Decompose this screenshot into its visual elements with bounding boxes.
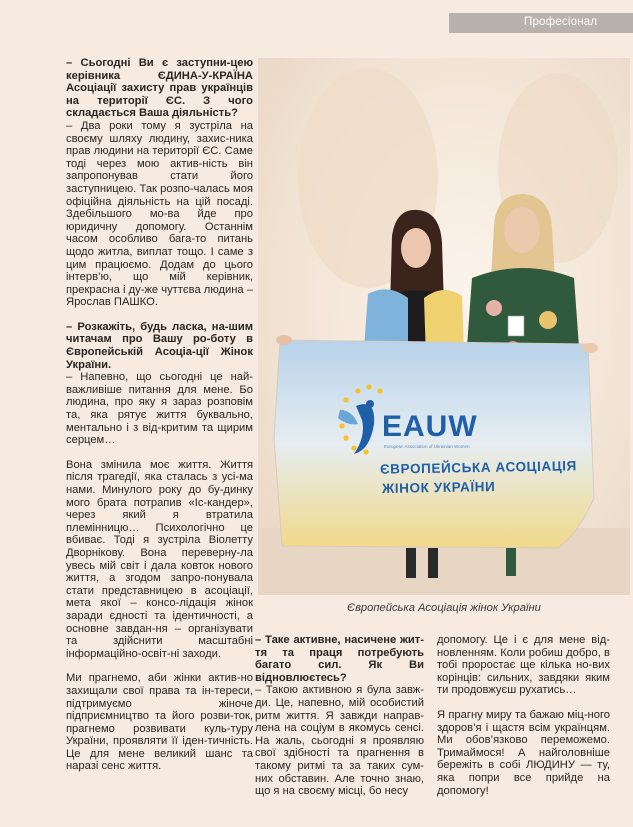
paragraph-goals: Ми прагнемо, аби жінки актив-но захищали свої права та ін-тереси, підтримуємо жіноче підприємництво та його розви-ток, прагнемо розвивати куль-туру України, проявляти її іден-тичність. Це для мене великий шанс та наразі сенс життя. xyxy=(66,672,253,773)
flag-title-line1: ЄВРОПЕЙСЬКА АСОЦІАЦІЯ xyxy=(379,458,578,477)
answer-2: – Напевно, що сьогодні це най-важливіше питання для мене. Бо людина, про яку я зараз розповім та, яка рятує життя буквально, ментально і з від-критим та щирим серцем… xyxy=(66,371,253,447)
photo-illustration xyxy=(258,58,630,595)
flag-logo-subtitle: European Association of Ukrainian Women xyxy=(384,444,470,449)
flag-logo-text: EAUW xyxy=(382,410,478,443)
paragraph-recovery: допомогу. Це і є для мене від-новленням. Коли робиш добро, в тобі проростає ще кілька но-вих корінців: сильних, завдяки яким ти продовжуєш рухатись… xyxy=(437,634,610,697)
article-photo xyxy=(258,58,630,595)
article-column-left xyxy=(66,57,253,773)
question-3: – Таке активне, насичене жит-тя та праця потребують багато сил. Як Ви відновлюєтесь? xyxy=(255,634,424,684)
eauw-flag xyxy=(274,335,598,578)
photo-caption: Європейська Асоціація жінок України xyxy=(347,602,541,614)
paragraph-story: Вона змінила моє життя. Життя після трагедії, яка сталась з усі-ма нами. Минулого року до бу-динку мого брата потрапив «Іс-кандер», через який я втратила племінницю… Психологічно це вбиває. Тоді я зустріла Віолетту Дворнікову. Вона переверну-ла увесь мій світ і дала ковток нового життя, а згодом запро-понувала стати представницею в асоціації, мета якої – консо-лідація жінок заради єдності та ідентичності, а основне завдан-ня – організувати та здійснити масштабні інформаційно-освіт-ні заходи. xyxy=(66,458,253,660)
flag-title-line2: ЖІНОК УКРАЇНИ xyxy=(381,479,496,496)
section-header-tag: Професіонал xyxy=(449,13,633,33)
question-1: – Сьогодні Ви є заступни-цею керівника ЄДИНА-У-КРАЇНА Асоціації захисту прав українців на території ЄС. З чого складається Ваша діяльність? xyxy=(66,57,253,120)
question-2: – Розкажіть, будь ласка, на-шим читачам про Вашу ро-боту в Європейській Асоціа-ції Жінок України. xyxy=(66,320,253,371)
answer-3: – Такою активною я була завж-ди. Це, напевно, мій особистий ритм життя. Я завжди направ-лена на соціум в якомусь сенсі. На жаль, сьогодні я проявляю свої здібності та прагнення в такому ритмі та за таких сум-них обставин. Але точно знаю, що я на своєму місці, бо несу xyxy=(255,684,424,798)
paragraph-closing: Я прагну миру та бажаю міц-ного здоров’я і щастя всім українцям. Ми обов’язково переможемо. Тримаймося! А найголовніше бережіть в собі ЛЮДИНУ — ту, яка попри все прийде на допомогу! xyxy=(437,708,610,797)
answer-1: – Два роки тому я зустріла на своєму шляху людину, захис-ника прав людини на території ЄС. Саме тоді через мою актив-ність він запропонував стати його заступницею. Так розпо-чалась моя офіційна діяльність на цій посаді. Здебільшого мо-ва йде про юридичну допомогу. Останнім часом особливо бага-то питань щодо житла, виплат тощо. І саме з цим працюємо. Додам до цього інтерв’ю, що мій керівник, прекрасна і ду-же чуттєва людина – Ярослав ПАШКО. xyxy=(66,119,253,309)
article-column-middle xyxy=(255,634,424,810)
article-column-right xyxy=(437,634,610,797)
